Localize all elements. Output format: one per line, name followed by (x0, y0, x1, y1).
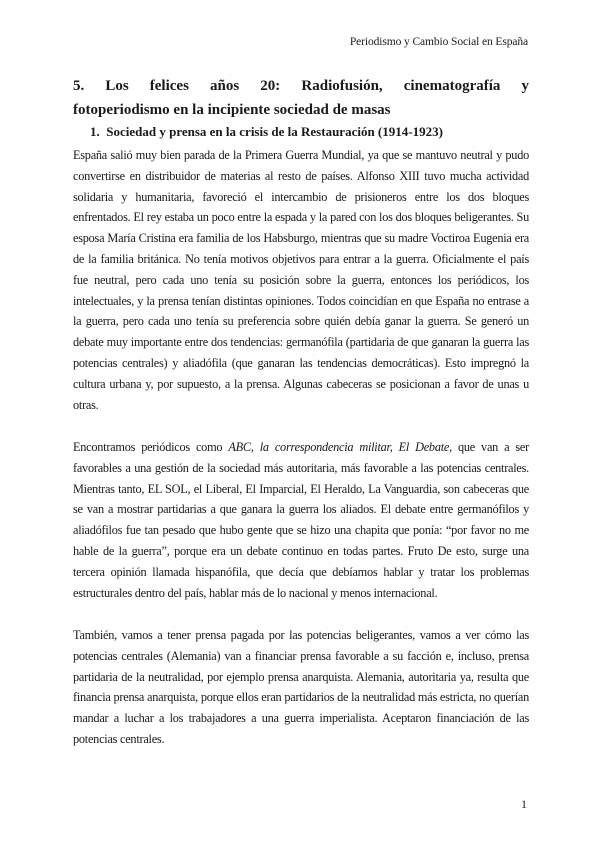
chapter-title-word: 20: (260, 78, 281, 94)
section-title-text: Sociedad y prensa en la crisis de la Restauración (1914-1923) (106, 124, 443, 139)
running-header: Periodismo y Cambio Social en España (349, 36, 528, 48)
chapter-title-word: años (210, 78, 240, 94)
chapter-title-word: Los (105, 78, 129, 94)
chapter-title-line-2: fotoperiodismo en la incipiente sociedad de masas (73, 102, 391, 118)
chapter-title-word: Radiofusión, (301, 78, 383, 94)
chapter-title (73, 74, 529, 122)
paragraph-1: España salió muy bien parada de la Primera Guerra Mundial, ya que se mantuvo neutral y pudo convertirse en distribuidor de materias al resto de países. Alfonso XIII tuvo mucha actividad solidaria y humanitaria, favoreció el intercambio de prisioneros entre los dos bloques enfrentados. El rey estaba un poco entre la espada y la pared con los dos bloques beligerantes. Su esposa María Cristina era familia de los Habsburgo, mientras que su madre Voctiroa Eugenia era de la familia británica. No tenía motivos objetivos para entrar a la guerra. Oficialmente el país fue neutral, pero cada uno tenía su posición sobre la guerra, entonces los periódicos, los intelectuales, y la prensa tenían distintas opiniones. Todos coincidían en que España no entrase a la guerra, pero cada uno tenía su preferencia sobre quién debía ganar la guerra. Se generó un debate muy importante entre dos tendencias: germanófila (partidaria de que ganaran la guerra las potencias centrales) y aliadófila (que ganaran las tendencias democráticas). Esto impregnó la cultura urbana y, por supuesto, a la prensa. Algunas cabeceras se posicionan a favor de unas u otras. (73, 148, 529, 412)
section-title (90, 124, 530, 140)
page-number: 1 (521, 797, 527, 811)
chapter-title-line-1 (73, 74, 529, 98)
paragraph-2-rest: , que van a ser favorables a una gestión de la sociedad más autoritaria, más favorable a las potencias centrales. Mientras tanto, EL SOL, el Liberal, El Imparcial, El Heraldo, La Vanguardia, son cabeceras que se van a mostrar partidarias a que ganara la guerra los aliados. El debate entre germanófilos y aliadófilos fue tan pesado que hubo gente que se hizo una chapita que ponía: “por favor no me hable de la guerra”, porque era un debate continuo en todas partes. Fruto De esto, surge una tercera opinión llamada hispanófila, que decía que debíamos hablar y tratar los problemas estructurales dentro del país, hablar más de lo nacional y menos internacional. (73, 440, 529, 600)
paragraph-2 (73, 437, 529, 603)
chapter-number: 5. (73, 78, 85, 94)
chapter-title-word: felices (149, 78, 189, 94)
paragraph-2-lead: Encontramos periódicos como (73, 440, 229, 454)
chapter-title-word: y (521, 78, 529, 94)
chapter-title-word: cinematografía (403, 78, 501, 94)
paragraph-3: También, vamos a tener prensa pagada por las potencias beligerantes, vamos a ver cómo las potencias centrales (Alemania) van a financiar prensa favorable a su facción e, incluso, prensa partidaria de la neutralidad, por ejemplo prensa anarquista. Alemania, autoritaria ya, resulta que financia prensa anarquista, porque ellos eran partidarios de la neutralidad más estricta, no querían mandar a luchar a los trabajadores a una guerra imperialista. Aceptaron financiación de las potencias centrales. (73, 628, 529, 746)
newspaper-titles: ABC, la correspondencia militar, El Debate (228, 440, 450, 454)
section-number: 1. (90, 124, 100, 139)
